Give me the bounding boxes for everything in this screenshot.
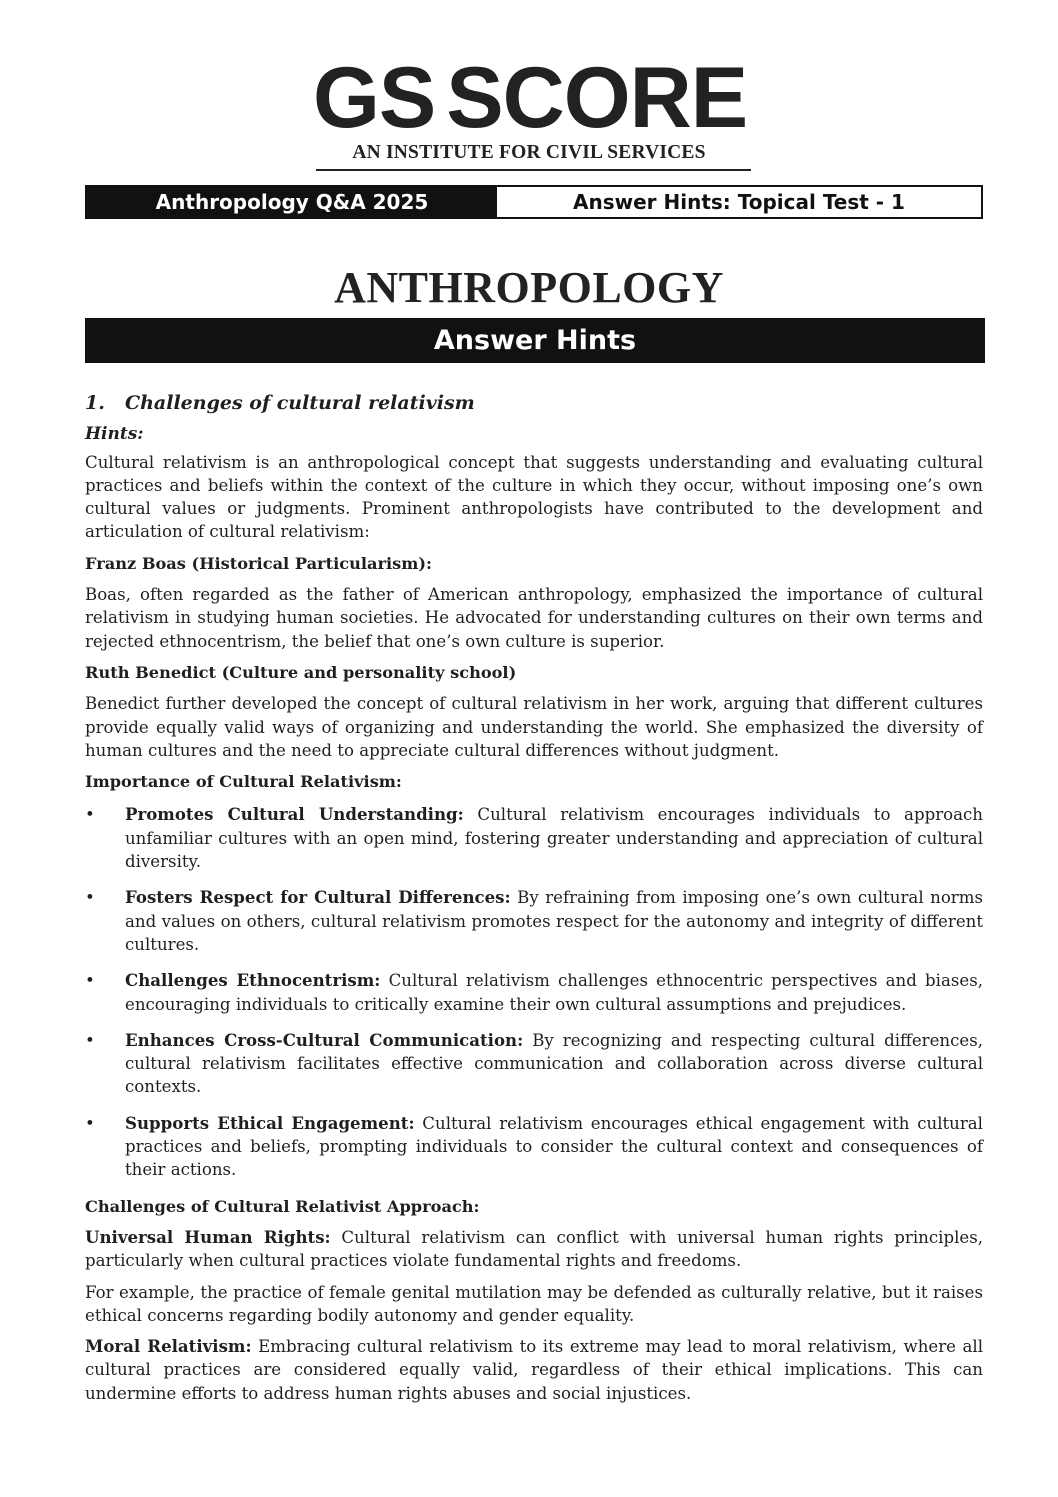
- bullet-icon: •: [85, 971, 95, 991]
- moral-relativism-term: Moral Relativism:: [85, 1336, 252, 1357]
- human-rights-term: Universal Human Rights:: [85, 1226, 331, 1247]
- list-item-term: Promotes Cultural Understanding:: [125, 804, 464, 825]
- question-title-text: Challenges of cultural relativism: [125, 392, 475, 414]
- list-item-text: Cultural relativism encourages ethical engagement with cultural practices and beliefs, prompting individuals to consider the cultural context and consequences of their actions.: [125, 1113, 983, 1180]
- tagline-underline: [316, 169, 751, 171]
- list-item-term: Supports Ethical Engagement:: [125, 1112, 415, 1133]
- page-title: ANTHROPOLOGY: [334, 263, 724, 312]
- list-item-term: Fosters Respect for Cultural Differences:: [125, 887, 511, 908]
- bullet-icon: •: [85, 888, 95, 908]
- bullet-icon: •: [85, 1030, 95, 1050]
- test-banner: [85, 185, 983, 219]
- list-item: [85, 1112, 983, 1182]
- boas-paragraph: Boas, often regarded as the father of American anthropology, emphasized the importance of cultural relativism in studying human societies. He advocated for understanding cultures on their own terms and rejected ethnocentrism, the belief that one’s own culture is superior.: [85, 585, 983, 651]
- importance-heading: Importance of Cultural Relativism:: [85, 772, 402, 792]
- banner-test-label: Answer Hints: Topical Test - 1: [573, 190, 905, 214]
- list-item-text: Cultural relativism encourages individuals to approach unfamiliar cultures with an open mind, fostering greater understanding and appreciation of cultural diversity.: [125, 805, 983, 872]
- moral-relativism-text: Embracing cultural relativism to its extreme may lead to moral relativism, where all cultural practices are considered equally valid, regardless of their ethical implications. This can undermine efforts to address human rights abuses and social injustices.: [85, 1337, 984, 1403]
- list-item-text: Cultural relativism challenges ethnocentric perspectives and biases, encouraging individuals to critically examine their own cultural assumptions and prejudices.: [125, 971, 983, 1014]
- list-item-term: Enhances Cross-Cultural Communication:: [125, 1029, 524, 1050]
- example-paragraph: For example, the practice of female genital mutilation may be defended as culturally relative, but it raises ethical concerns regarding bodily autonomy and gender equality.: [85, 1282, 983, 1325]
- list-item: [85, 886, 983, 956]
- gs-score-logo: [313, 50, 748, 146]
- intro-paragraph: Cultural relativism is an anthropological concept that suggests understanding and evaluating cultural practices and beliefs within the context of the culture in which they occur, without imposing one’s own cultural values or judgments. Prominent anthropologists have contributed to the development and articulation of cultural relativism:: [85, 452, 983, 542]
- list-item-text: By recognizing and respecting cultural differences, cultural relativism facilitates effective communication and collaboration across diverse cultural contexts.: [125, 1030, 983, 1097]
- boas-heading: Franz Boas (Historical Particularism):: [85, 553, 433, 573]
- list-item-text: By refraining from imposing one’s own cultural norms and values on others, cultural relativism promotes respect for the autonomy and integrity of different cultures.: [125, 888, 983, 954]
- logo-text-score: SCORE: [446, 50, 748, 146]
- bullet-icon: •: [85, 1113, 95, 1133]
- human-rights-text: Cultural relativism can conflict with universal human rights principles, particularly when cultural practices violate fundamental rights and freedoms.: [85, 1227, 983, 1271]
- benedict-heading: Ruth Benedict (Culture and personality school): [85, 662, 517, 682]
- logo-text-gs: GS: [313, 50, 436, 146]
- list-item: [85, 969, 983, 1016]
- banner-series-label: Anthropology Q&A 2025: [87, 187, 497, 217]
- moral-relativism-paragraph: [85, 1335, 983, 1405]
- hints-label: Hints:: [85, 424, 144, 445]
- document-body: [85, 388, 983, 1405]
- challenges-heading: Challenges of Cultural Relativist Approach:: [85, 1196, 480, 1216]
- benedict-paragraph: Benedict further developed the concept of cultural relativism in her work, arguing that different cultures provide equally valid ways of organizing and understanding the world. She emphasized the diversity of human cultures and the need to appreciate cultural differences without judgment.: [85, 694, 983, 760]
- question-title: [85, 392, 983, 415]
- list-item: [85, 803, 983, 873]
- answer-hints-bar: Answer Hints: [85, 318, 985, 363]
- question-number: 1.: [85, 392, 105, 414]
- list-item-term: Challenges Ethnocentrism:: [125, 970, 381, 991]
- bullet-icon: •: [85, 805, 95, 825]
- importance-list: [85, 803, 983, 1181]
- list-item: [85, 1029, 983, 1099]
- logo-tagline: AN INSTITUTE FOR CIVIL SERVICES: [352, 142, 706, 163]
- human-rights-paragraph: [85, 1226, 983, 1273]
